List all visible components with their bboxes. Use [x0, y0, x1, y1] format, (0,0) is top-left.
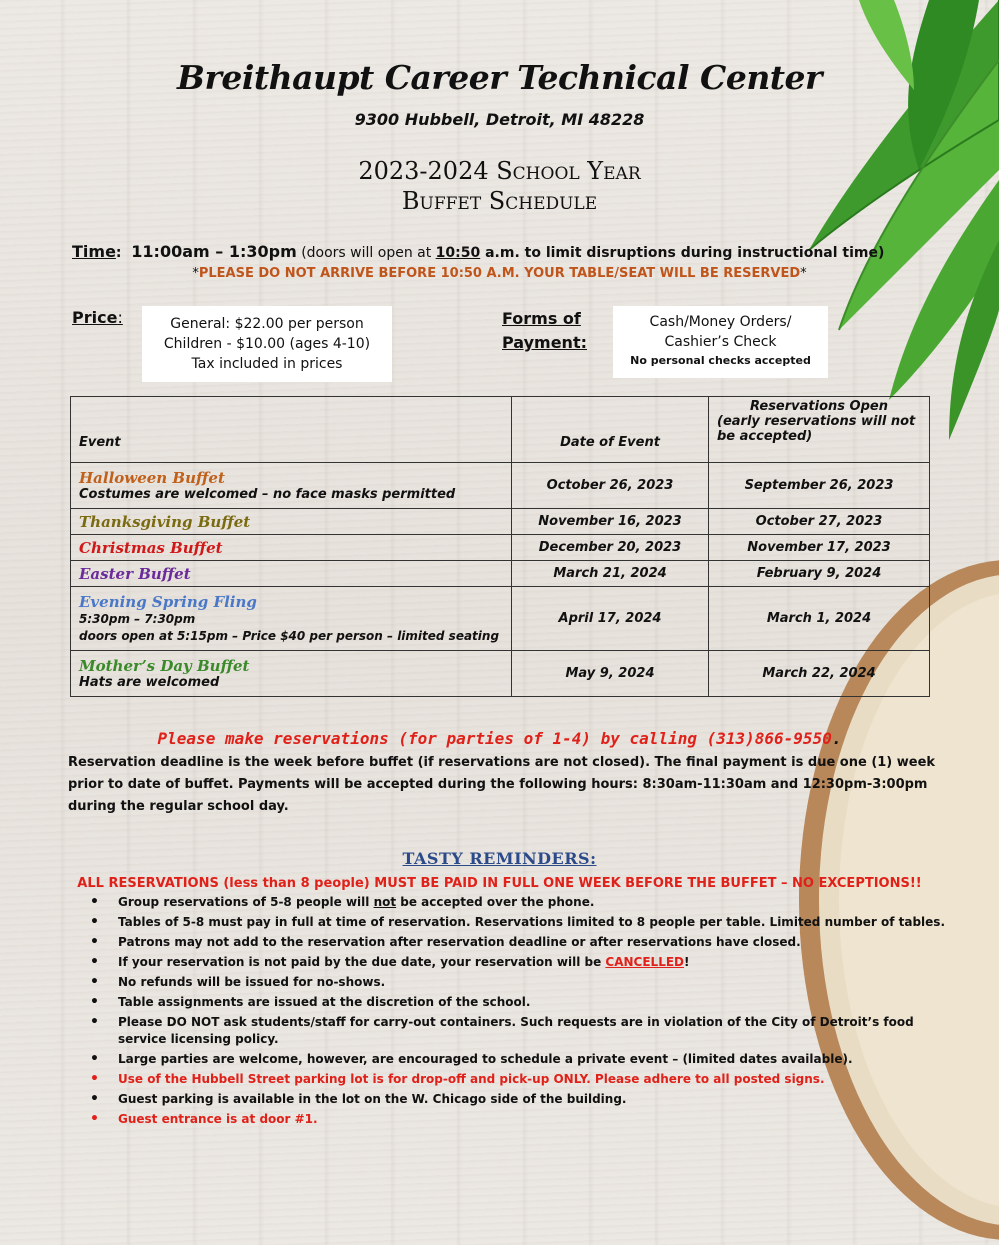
time-hours: 11:00am – 1:30pm: [131, 242, 297, 261]
list-item: • Large parties are welcome, however, are encouraged to schedule a private event – (limited dates available).: [90, 1051, 950, 1068]
payment-cashier: Cashier’s Check: [664, 334, 777, 350]
table-row: [71, 587, 930, 651]
arrival-warning: *PLEASE DO NOT ARRIVE BEFORE 10:50 A.M. YOUR TABLE/SEAT WILL BE RESERVED*: [192, 266, 807, 281]
reservation-open-date: September 26, 2023: [709, 463, 930, 509]
list-item: • Table assignments are issued at the discretion of the school.: [90, 994, 950, 1011]
list-item: • Tables of 5-8 must pay in full at time of reservation. Reservations limited to 8 people per table. Limited number of tables.: [90, 914, 950, 931]
buffet-schedule-table: [70, 396, 930, 697]
time-note-post: a.m. to limit disruptions during instructional time): [480, 245, 885, 261]
event-date: December 20, 2023: [512, 535, 709, 561]
page-title: Breithaupt Career Technical Center: [177, 58, 822, 97]
list-item: • Guest parking is available in the lot on the W. Chicago side of the building.: [90, 1091, 950, 1108]
table-row: [71, 535, 930, 561]
event-note: Costumes are welcomed – no face masks permitted: [79, 487, 456, 502]
reminders-list: [90, 894, 950, 1131]
time-note-pre: (doors will open at: [296, 245, 436, 261]
price-box: [142, 306, 392, 382]
event-date: November 16, 2023: [512, 509, 709, 535]
table-row: [71, 561, 930, 587]
price-tax: Tax included in prices: [191, 356, 343, 372]
event-name: Christmas Buffet: [79, 538, 223, 557]
event-note: Hats are welcomed: [79, 675, 220, 690]
list-item: • Group reservations of 5-8 people will not be accepted over the phone.: [90, 894, 950, 911]
event-date: April 17, 2024: [512, 587, 709, 651]
time-note-time: 10:50: [435, 245, 481, 261]
year-line: 2023-2024 School Year: [358, 157, 641, 185]
event-name: Easter Buffet: [79, 564, 191, 583]
header-res-open: Reservations Open: [750, 399, 888, 414]
event-name: Evening Spring Fling: [79, 592, 257, 611]
schedule-heading: [0, 156, 999, 216]
list-item: • Please DO NOT ask students/staff for carry-out containers. Such requests are in violation of the City of Detroit’s food service licensing policy.: [90, 1014, 950, 1048]
reservation-open-date: March 22, 2024: [709, 651, 930, 697]
table-row: [71, 463, 930, 509]
table-header-row: [71, 397, 930, 463]
reservation-deadline: Reservation deadline is the week before buffet (if reservations are not closed). The final payment is due one (1) week prior to date of buffet. Payments will be accepted during the following hours: 8:30am-11:30am and 12:30pm-3:00pm during the regular school day.: [68, 755, 936, 814]
event-date: March 21, 2024: [512, 561, 709, 587]
payment-no-checks: No personal checks accepted: [630, 354, 811, 367]
list-item: • Guest entrance is at door #1.: [90, 1111, 950, 1128]
time-label: Time: [72, 242, 116, 261]
event-name: Halloween Buffet: [79, 469, 225, 487]
header-event: Event: [71, 397, 512, 463]
reservation-open-date: March 1, 2024: [709, 587, 930, 651]
reservation-open-date: February 9, 2024: [709, 561, 930, 587]
event-name: Mother’s Day Buffet: [79, 657, 250, 675]
reservation-open-date: November 17, 2023: [709, 535, 930, 561]
price-general: General: $22.00 per person: [170, 316, 364, 332]
reservation-open-date: October 27, 2023: [709, 509, 930, 535]
event-date: October 26, 2023: [512, 463, 709, 509]
arrival-warning-text: PLEASE DO NOT ARRIVE BEFORE 10:50 A.M. YOUR TABLE/SEAT WILL BE RESERVED: [198, 266, 801, 281]
header-date: Date of Event: [512, 397, 709, 463]
event-time: 5:30pm – 7:30pm: [79, 611, 196, 626]
list-item: • If your reservation is not paid by the due date, your reservation will be CANCELLED!: [90, 954, 950, 971]
reminders-title: TASTY REMINDERS:: [402, 849, 597, 868]
all-reservations-notice: ALL RESERVATIONS (less than 8 people) MUST BE PAID IN FULL ONE WEEK BEFORE THE BUFFET – NO EXCEPTIONS!!: [77, 876, 922, 891]
reservation-call: Please make reservations (for parties of 1-4) by calling (313)866-9550.: [157, 729, 842, 748]
table-row: [71, 509, 930, 535]
address: 9300 Hubbell, Detroit, MI 48228: [354, 110, 645, 129]
event-date: May 9, 2024: [512, 651, 709, 697]
list-item: • No refunds will be issued for no-shows.: [90, 974, 950, 991]
price-label: Price:: [72, 308, 123, 327]
payment-box: [613, 306, 828, 378]
price-children: Children - $10.00 (ages 4-10): [163, 336, 371, 352]
schedule-line: Buffet Schedule: [401, 187, 598, 215]
event-name: Thanksgiving Buffet: [79, 512, 251, 531]
table-row: [71, 651, 930, 697]
payment-cash: Cash/Money Orders/: [649, 314, 792, 330]
time-line: Time: 11:00am – 1:30pm (doors will open at 10:50 a.m. to limit disruptions during instructional time): [72, 242, 885, 261]
header-res-note: (early reservations will not be accepted): [717, 414, 916, 444]
payment-label: Forms of Payment:: [502, 309, 587, 352]
list-item: • Use of the Hubbell Street parking lot is for drop-off and pick-up ONLY. Please adhere to all posted signs.: [90, 1071, 950, 1088]
event-note: doors open at 5:15pm – Price $40 per person – limited seating: [79, 628, 500, 643]
list-item: • Patrons may not add to the reservation after reservation deadline or after reservations have closed.: [90, 934, 950, 951]
